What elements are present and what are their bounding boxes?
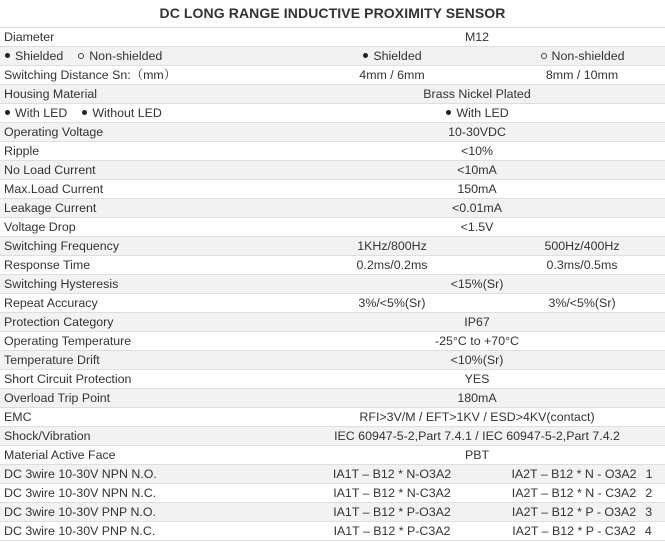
row-label: Max.Load Current bbox=[0, 180, 285, 199]
table-row bbox=[0, 465, 665, 484]
table-row bbox=[0, 161, 665, 180]
option-label: Non-shielded bbox=[89, 49, 163, 63]
col1-value: 0.2ms/0.2ms bbox=[285, 256, 495, 275]
col2-value: IA2T – B12 * N - O3A2 1 bbox=[495, 465, 665, 484]
table-row bbox=[0, 218, 665, 237]
filled-bullet-icon bbox=[446, 110, 451, 115]
col1-value: IA1T – B12 * P-O3A2 bbox=[285, 503, 495, 522]
row-label: EMC bbox=[0, 408, 285, 427]
row-label: DC 3wire 10-30V NPN N.O. bbox=[0, 465, 285, 484]
hollow-bullet-icon bbox=[541, 53, 547, 59]
table-title: DC LONG RANGE INDUCTIVE PROXIMITY SENSOR bbox=[0, 0, 665, 28]
row-number: 4 bbox=[644, 524, 652, 538]
row-label: Leakage Current bbox=[0, 199, 285, 218]
row-value: <10%(Sr) bbox=[285, 351, 665, 370]
table-row bbox=[0, 104, 665, 123]
row-value: Brass Nickel Plated bbox=[285, 85, 665, 104]
row-value: IP67 bbox=[285, 313, 665, 332]
col2-value: 500Hz/400Hz bbox=[495, 237, 665, 256]
row-label: Switching Hysteresis bbox=[0, 275, 285, 294]
filled-bullet-icon bbox=[363, 53, 368, 58]
row-label: Overload Trip Point bbox=[0, 389, 285, 408]
col1-value: 4mm / 6mm bbox=[285, 66, 495, 85]
row-value: <10mA bbox=[285, 161, 665, 180]
row-label: No Load Current bbox=[0, 161, 285, 180]
shielding-options bbox=[0, 47, 285, 66]
col1-value: IA1T – B12 * P-C3A2 bbox=[285, 522, 495, 541]
table-row bbox=[0, 199, 665, 218]
row-value: IEC 60947-5-2,Part 7.4.1 / IEC 60947-5-2,Part 7.4.2 bbox=[285, 427, 665, 446]
row-value: RFI>3V/M / EFT>1KV / ESD>4KV(contact) bbox=[285, 408, 665, 427]
row-value: <0.01mA bbox=[285, 199, 665, 218]
table-row bbox=[0, 294, 665, 313]
row-label: Protection Category bbox=[0, 313, 285, 332]
col2-value: 8mm / 10mm bbox=[495, 66, 665, 85]
row-number: 2 bbox=[645, 486, 653, 500]
row-value: <10% bbox=[285, 142, 665, 161]
table-row bbox=[0, 332, 665, 351]
option-label: Without LED bbox=[92, 106, 162, 120]
row-label: Diameter bbox=[0, 28, 285, 47]
table-row bbox=[0, 275, 665, 294]
option-label: Shielded bbox=[15, 49, 64, 63]
table-row bbox=[0, 123, 665, 142]
hollow-bullet-icon bbox=[78, 53, 84, 59]
option-label: With LED bbox=[15, 106, 68, 120]
row-label: Short Circuit Protection bbox=[0, 370, 285, 389]
table-row bbox=[0, 85, 665, 104]
row-value: PBT bbox=[285, 446, 665, 465]
row-label: Operating Voltage bbox=[0, 123, 285, 142]
row-value: M12 bbox=[285, 28, 665, 47]
col2-value: IA2T – B12 * P - C3A2 4 bbox=[495, 522, 665, 541]
row-label: DC 3wire 10-30V PNP N.C. bbox=[0, 522, 285, 541]
filled-bullet-icon bbox=[82, 110, 87, 115]
row-value: -25°C to +70°C bbox=[285, 332, 665, 351]
row-label: Shock/Vibration bbox=[0, 427, 285, 446]
table-row bbox=[0, 522, 665, 541]
row-label: Voltage Drop bbox=[0, 218, 285, 237]
table-row bbox=[0, 503, 665, 522]
row-label: Operating Temperature bbox=[0, 332, 285, 351]
row-label: Switching Frequency bbox=[0, 237, 285, 256]
col2-value: IA2T – B12 * P - O3A2 3 bbox=[495, 503, 665, 522]
row-label: Response Time bbox=[0, 256, 285, 275]
row-label: Material Active Face bbox=[0, 446, 285, 465]
col1-value: Shielded bbox=[285, 47, 495, 66]
table-row bbox=[0, 180, 665, 199]
row-label: Ripple bbox=[0, 142, 285, 161]
filled-bullet-icon bbox=[5, 53, 10, 58]
row-value: <1.5V bbox=[285, 218, 665, 237]
table-row bbox=[0, 370, 665, 389]
col2-value: IA2T – B12 * N - C3A2 2 bbox=[495, 484, 665, 503]
table-row bbox=[0, 351, 665, 370]
row-value: 180mA bbox=[285, 389, 665, 408]
row-label: Repeat Accuracy bbox=[0, 294, 285, 313]
row-label: DC 3wire 10-30V NPN N.C. bbox=[0, 484, 285, 503]
table-row bbox=[0, 142, 665, 161]
table-row bbox=[0, 47, 665, 66]
row-label: Housing Material bbox=[0, 85, 285, 104]
row-number: 3 bbox=[645, 505, 653, 519]
col1-value: 1KHz/800Hz bbox=[285, 237, 495, 256]
table-row bbox=[0, 408, 665, 427]
table-row bbox=[0, 66, 665, 85]
row-value: 10-30VDC bbox=[285, 123, 665, 142]
row-value: 150mA bbox=[285, 180, 665, 199]
row-value: <15%(Sr) bbox=[285, 275, 665, 294]
col1-value: IA1T – B12 * N-O3A2 bbox=[285, 465, 495, 484]
row-value: YES bbox=[285, 370, 665, 389]
col2-value: 3%/<5%(Sr) bbox=[495, 294, 665, 313]
table-row bbox=[0, 256, 665, 275]
filled-bullet-icon bbox=[5, 110, 10, 115]
row-label: Temperature Drift bbox=[0, 351, 285, 370]
table-row bbox=[0, 484, 665, 503]
spec-table bbox=[0, 28, 665, 541]
table-row bbox=[0, 237, 665, 256]
col2-value: Non-shielded bbox=[495, 47, 665, 66]
col1-value: IA1T – B12 * N-C3A2 bbox=[285, 484, 495, 503]
row-number: 1 bbox=[645, 467, 653, 481]
table-row bbox=[0, 28, 665, 47]
row-label: Switching Distance Sn:（mm） bbox=[0, 66, 285, 85]
table-row bbox=[0, 389, 665, 408]
col1-value: 3%/<5%(Sr) bbox=[285, 294, 495, 313]
table-row bbox=[0, 427, 665, 446]
row-label: DC 3wire 10-30V PNP N.O. bbox=[0, 503, 285, 522]
table-row bbox=[0, 313, 665, 332]
row-value: With LED bbox=[285, 104, 665, 123]
table-row bbox=[0, 446, 665, 465]
col2-value: 0.3ms/0.5ms bbox=[495, 256, 665, 275]
led-options bbox=[0, 104, 285, 123]
